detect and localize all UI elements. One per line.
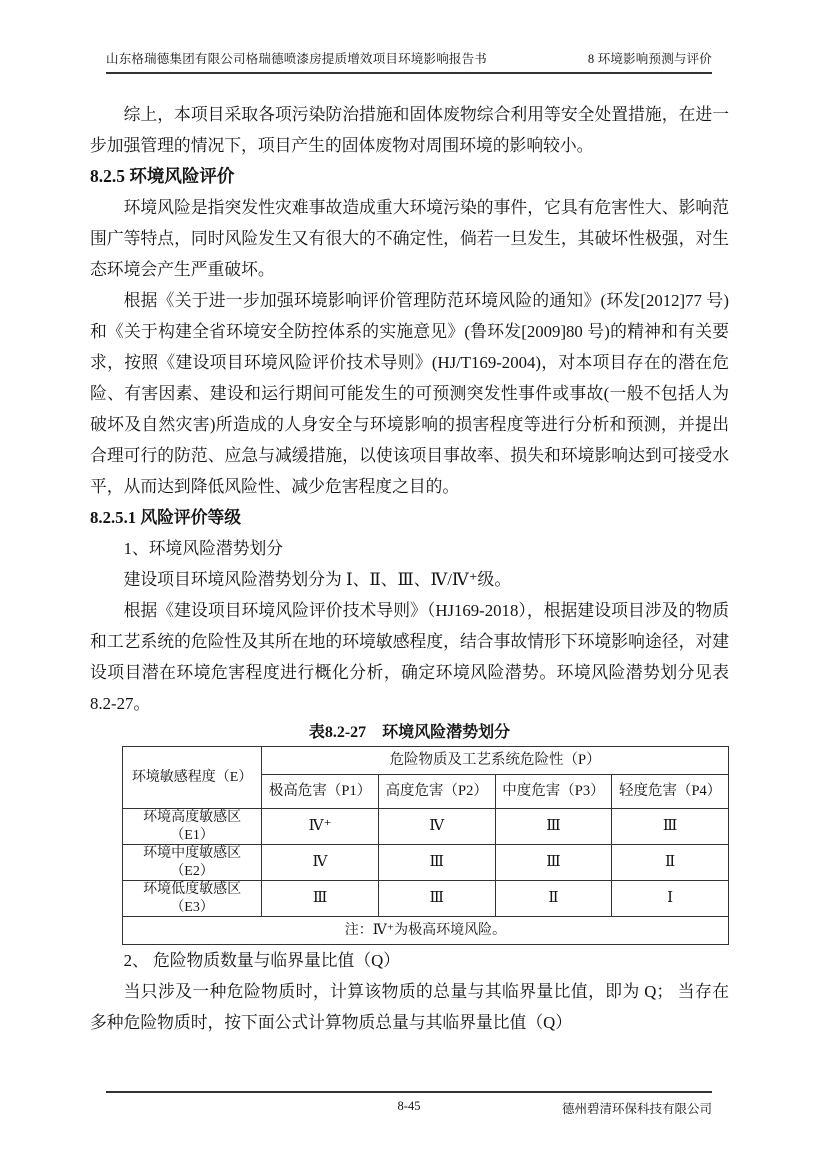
table-row-e1 bbox=[123, 809, 729, 845]
paragraph-conclusion: 综上，本项目采取各项污染防治措施和固体废物综合利用等安全处置措施，在进一步加强管理的情况下，项目产生的固体废物对周围环境的影响较小。 bbox=[90, 105, 729, 155]
list-item-2-title: 2、 危险物质数量与临界量比值（Q） bbox=[123, 951, 401, 970]
table-header-p2: 高度危害（P2） bbox=[378, 775, 495, 809]
table-note: 注：Ⅳ⁺为极高环境风险。 bbox=[123, 917, 729, 945]
cell-e1-p4: Ⅲ bbox=[612, 809, 729, 845]
cell-e2-p4: Ⅱ bbox=[612, 845, 729, 881]
paragraph-risk-definition: 环境风险是指突发性灾难事故造成重大环境污染的事件，它具有危害性大、影响范围广等特点，同时风险发生又有很大的不确定性，倘若一旦发生，其破坏性极强，对生态环境会产生严重破坏。 bbox=[90, 198, 729, 279]
header-report-title: 山东格瑞德集团有限公司格瑞德喷漆房提质增效项目环境影响报告书 bbox=[106, 52, 488, 66]
cell-e1-p1: Ⅳ⁺ bbox=[262, 809, 379, 845]
section-heading-8-2-5-1: 8.2.5.1 风险评价等级 bbox=[90, 508, 242, 527]
row-label-e1: 环境高度敏感区（E1） bbox=[123, 809, 262, 845]
paragraph-potential-levels: 建设项目环境风险潜势划分为 Ⅰ、Ⅱ、Ⅲ、Ⅳ/Ⅳ⁺级。 bbox=[123, 570, 512, 589]
table-caption: 表8.2-27 环境风险潜势划分 bbox=[308, 724, 511, 741]
document-body bbox=[90, 99, 729, 1038]
table-note-row bbox=[123, 917, 729, 945]
row-label-e2: 环境中度敏感区（E2） bbox=[123, 845, 262, 881]
cell-e3-p3: Ⅱ bbox=[495, 881, 612, 917]
risk-potential-table bbox=[122, 746, 729, 945]
cell-e1-p3: Ⅲ bbox=[495, 809, 612, 845]
table-header-p1: 极高危害（P1） bbox=[262, 775, 379, 809]
table-header-p3: 中度危害（P3） bbox=[495, 775, 612, 809]
cell-e2-p3: Ⅲ bbox=[495, 845, 612, 881]
page-footer bbox=[106, 1091, 712, 1114]
table-header-hazard-group: 危险物质及工艺系统危险性（P） bbox=[262, 747, 729, 775]
table-row-e2 bbox=[123, 845, 729, 881]
cell-e3-p4: Ⅰ bbox=[612, 881, 729, 917]
cell-e3-p1: Ⅲ bbox=[262, 881, 379, 917]
table-header-sensitivity: 环境敏感程度（E） bbox=[123, 747, 262, 809]
header-chapter-label: 8 环境影响预测与评价 bbox=[587, 52, 712, 66]
cell-e1-p2: Ⅳ bbox=[378, 809, 495, 845]
row-label-e3: 环境低度敏感区（E3） bbox=[123, 881, 262, 917]
paragraph-method: 根据《建设项目环境风险评价技术导则》（HJ169-2018），根据建设项目涉及的物质和工艺系统的危险性及其所在地的环境敏感程度，结合事故情形下环境影响途径，对建设项目潜在环境危害程度进行概化分析，确定环境风险潜势。环境风险潜势划分见表 8.2-27。 bbox=[90, 601, 729, 713]
paragraph-evaluation-basis: 根据《关于进一步加强环境影响评价管理防范环境风险的通知》(环发[2012]77 号)和《关于构建全省环境安全防控体系的实施意见》(鲁环发[2009]80 号)的精神和有关要求，按照《建设项目环境风险评价技术导则》(HJ/T169-2004)，对本项目存在的潜在危险、有害因素、建设和运行期间可能发生的可预测突发性事件或事故(一般不包括人为破坏及自然灾害)所造成的人身安全与环境影响的损害程度等进行分析和预测，并提出合理可行的防范、应急与减缓措施，以使该项目事故率、损失和环境影响达到可接受水平，从而达到降低风险性、减少危害程度之目的。 bbox=[90, 291, 729, 496]
page-header bbox=[106, 49, 712, 74]
table-header-row-group bbox=[123, 747, 729, 775]
cell-e3-p2: Ⅲ bbox=[378, 881, 495, 917]
table-header-p4: 轻度危害（P4） bbox=[612, 775, 729, 809]
section-heading-8-2-5: 8.2.5 环境风险评价 bbox=[90, 166, 235, 186]
cell-e2-p2: Ⅲ bbox=[378, 845, 495, 881]
list-item-1-title: 1、环境风险潜势划分 bbox=[123, 539, 284, 558]
paragraph-q-ratio: 当只涉及一种危险物质时，计算该物质的总量与其临界量比值，即为 Q； 当存在多种危险物质时，按下面公式计算物质总量与其临界量比值（Q） bbox=[90, 982, 729, 1032]
footer-page-number: 8-45 bbox=[397, 1099, 421, 1113]
cell-e2-p1: Ⅳ bbox=[262, 845, 379, 881]
footer-company-name: 德州碧清环保科技有限公司 bbox=[561, 1102, 712, 1116]
table-row-e3 bbox=[123, 881, 729, 917]
